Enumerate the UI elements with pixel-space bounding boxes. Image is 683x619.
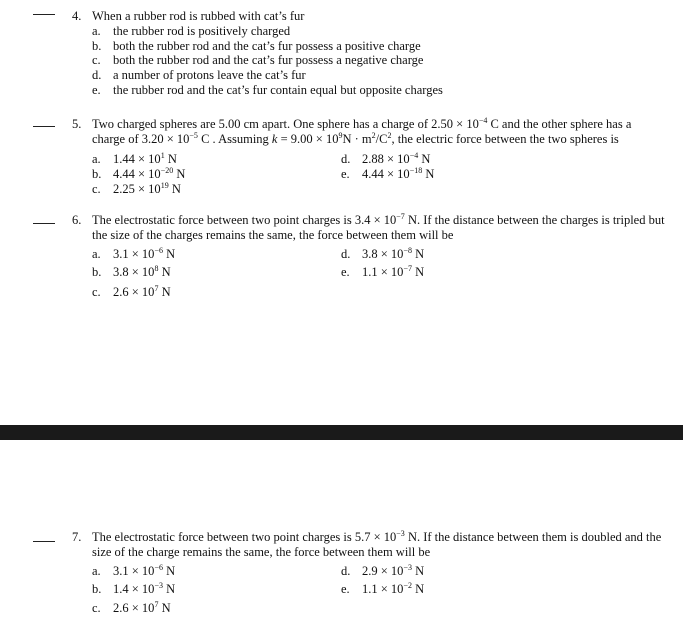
option-e: e. the rubber rod and the cat’s fur contain equal but opposite charges xyxy=(92,83,443,97)
question-stem: When a rubber rod is rubbed with cat’s fur xyxy=(92,9,305,23)
option-e: e. $1.1 \times 10^{-2}$ N xyxy=(341,580,425,596)
question-number: 6. xyxy=(72,213,82,227)
option-e: e. $1.1 \times 10^{-7}$ N xyxy=(341,263,425,279)
option-c: c. $2.6 \times 10^7$ N xyxy=(92,283,171,299)
question-number: 4. xyxy=(72,9,82,23)
option-a: a. $3.1 \times 10^{-6}$ N xyxy=(92,562,176,578)
option-c: c. $2.6 \times 10^7$ N xyxy=(92,599,171,615)
option-d: d. $2.9 \times 10^{-3}$ N xyxy=(341,562,425,578)
question-stem: The electrostatic force between two point charges is $3.4 \times 10^{-7}$ N. If the distance between the charges is tripled but the size of the charges remains the same, the force between them will be xyxy=(92,211,665,242)
option-b: b. both the rubber rod and the cat’s fur possess a positive charge xyxy=(92,39,421,53)
option-c: c. both the rubber rod and the cat’s fur possess a negative charge xyxy=(92,53,424,67)
answer-blank-6[interactable] xyxy=(33,223,55,224)
option-a: a. the rubber rod is positively charged xyxy=(92,24,291,38)
option-b: b. $3.8 \times 10^8$ N xyxy=(92,263,171,279)
answer-blank-7[interactable] xyxy=(33,541,55,542)
option-b: b. $4.44 \times 10^{-20}$ N xyxy=(92,165,186,181)
question-number: 7. xyxy=(72,530,82,544)
option-c: c. $2.25 \times 10^{19}$ N xyxy=(92,180,181,196)
option-e: e. $4.44 \times 10^{-18}$ N xyxy=(341,165,435,181)
option-a: a. $1.44 \times 10^1$ N xyxy=(92,150,177,166)
answer-blank-5[interactable] xyxy=(33,126,55,127)
option-b: b. $1.4 \times 10^{-3}$ N xyxy=(92,580,176,596)
option-d: d. $2.88 \times 10^{-4}$ N xyxy=(341,150,431,166)
option-d: d. $3.8 \times 10^{-8}$ N xyxy=(341,245,425,261)
option-d: d. a number of protons leave the cat’s fur xyxy=(92,68,306,82)
question-stem: Two charged spheres are 5.00 cm apart. One sphere has a charge of $2.50 \times 10^{-4}$ C and the other sphere has a charge of $3.20 \times 10^{-5}$ C . Assuming $k = 9.00 \times 10^9N \cdot m^2/C^2$, the electric force between the two spheres is xyxy=(92,115,632,146)
question-stem: The electrostatic force between two point charges is $5.7 \times 10^{-3}$ N. If the distance between them is doubled and the size of the charge remains the same, the force between them will be xyxy=(92,528,662,559)
page-divider xyxy=(0,425,683,440)
question-number: 5. xyxy=(72,117,82,131)
option-a: a. $3.1 \times 10^{-6}$ N xyxy=(92,245,176,261)
answer-blank-4[interactable] xyxy=(33,14,55,15)
